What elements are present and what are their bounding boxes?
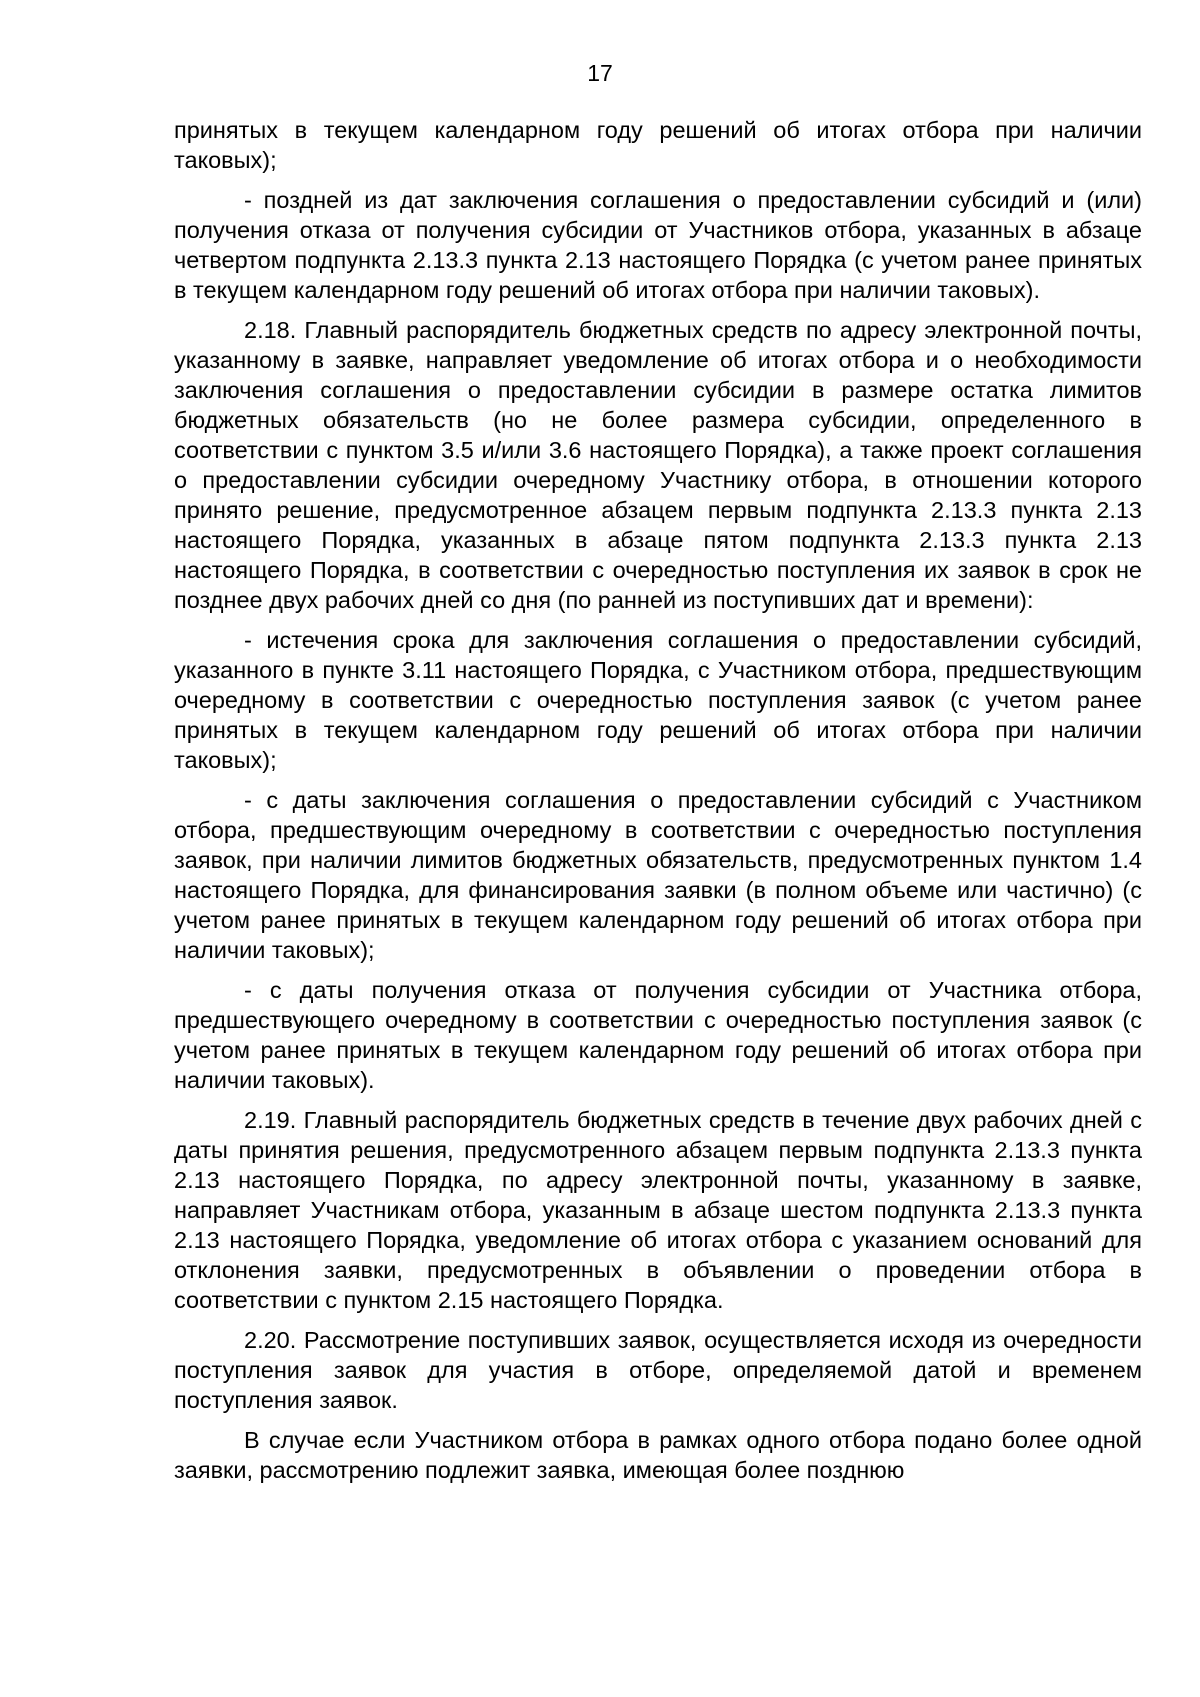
paragraph-2: - поздней из дат заключения соглашения о предоставлении субсидий и (или) получения отказа от получения субсидии от Участников отбора, указанных в абзаце четвертом подпункта 2.13.3 пункта 2.13 настоящего Порядка (с учетом ранее принятых в текущем календарном году решений об итогах отбора при наличии таковых). (174, 187, 1142, 303)
paragraph-6: - с даты получения отказа от получения субсидии от Участника отбора, предшествующего очередному в соответствии с очередностью поступления заявок (с учетом ранее принятых в текущем календарном году решений об итогах отбора при наличии таковых). (174, 977, 1142, 1093)
page-number: 17 (587, 60, 613, 86)
paragraph-4: - истечения срока для заключения соглашения о предоставлении субсидий, указанного в пункте 3.11 настоящего Порядка, с Участником отбора, предшествующим очередному в соответствии с очередностью поступления заявок (с учетом ранее принятых в текущем календарном году решений об итогах отбора при наличии таковых); (174, 627, 1142, 773)
paragraph-2-18: 2.18. Главный распорядитель бюджетных средств по адресу электронной почты, указанному в заявке, направляет уведомление об итогах отбора и о необходимости заключения соглашения о предоставлении субсидии в размере остатка лимитов бюджетных обязательств (но не более размера субсидии, определенного в соответствии с пунктом 3.5 и/или 3.6 настоящего Порядка), а также проект соглашения о предоставлении субсидии очередному Участнику отбора, в отношении которого принято решение, предусмотренное абзацем первым подпункта 2.13.3 пункта 2.13 настоящего Порядка, указанных в абзаце пятом подпункта 2.13.3 пункта 2.13 настоящего Порядка, в соответствии с очередностью поступления их заявок в срок не позднее двух рабочих дней со дня (по ранней из поступивших дат и времени): (174, 317, 1142, 613)
paragraph-9: В случае если Участником отбора в рамках одного отбора подано более одной заявки, рассмотрению подлежит заявка, имеющая более позднюю (174, 1427, 1142, 1483)
paragraph-5: - с даты заключения соглашения о предоставлении субсидий с Участником отбора, предшествующим очередному в соответствии с очередностью поступления заявок, при наличии лимитов бюджетных обязательств, предусмотренных пунктом 1.4 настоящего Порядка, для финансирования заявки (в полном объеме или частично) (с учетом ранее принятых в текущем календарном году решений об итогах отбора при наличии таковых); (174, 787, 1142, 963)
document-body (174, 115, 1142, 1495)
paragraph-2-20: 2.20. Рассмотрение поступивших заявок, осуществляется исходя из очередности поступления заявок для участия в отборе, определяемой датой и временем поступления заявок. (174, 1327, 1142, 1413)
paragraph-2-19: 2.19. Главный распорядитель бюджетных средств в течение двух рабочих дней с даты принятия решения, предусмотренного абзацем первым подпункта 2.13.3 пункта 2.13 настоящего Порядка, по адресу электронной почты, указанному в заявке, направляет Участникам отбора, указанным в абзаце шестом подпункта 2.13.3 пункта 2.13 настоящего Порядка, уведомление об итогах отбора с указанием оснований для отклонения заявки, предусмотренных в объявлении о проведении отбора в соответствии с пунктом 2.15 настоящего Порядка. (174, 1107, 1142, 1313)
paragraph-1: принятых в текущем календарном году решений об итогах отбора при наличии таковых); (174, 117, 1142, 173)
